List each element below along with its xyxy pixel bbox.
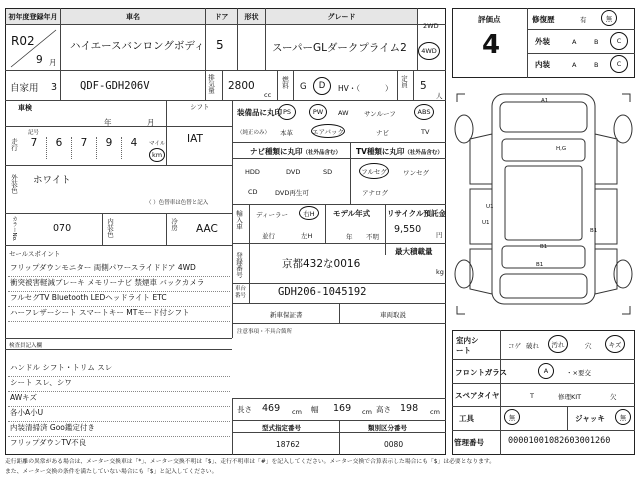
sales-point-line: フルセグTV Bluetooth LEDヘッドライト ETC	[10, 293, 167, 302]
footer-line-1: 走行距離の異常がある場合は、メーター交換車は「*」、メーター交換不明は「$」、走行不明車は「#」を記入してください。メーター交換で合算表示した場合にも「$」は必要となります。	[5, 459, 496, 465]
management-number: 00001001082603001260	[508, 436, 611, 446]
interior-color-label: 内装色	[106, 218, 114, 238]
navi-hdd: HDD	[245, 168, 260, 176]
tv-oneseg: ワンセグ	[403, 169, 429, 177]
capacity-label: 定員	[400, 75, 408, 88]
inspector-line: 各小A小U	[10, 408, 44, 417]
tv-sub: （社外品含む）	[404, 150, 443, 156]
mileage-digit: 7	[72, 137, 97, 159]
registration-label: 登録番号	[235, 252, 243, 278]
import-dealer: ディーラー	[256, 211, 288, 219]
plate-type: 3	[51, 82, 58, 93]
inspection-label: 車検	[18, 104, 32, 112]
interior-b: B	[594, 61, 599, 69]
equipment-sub: （純正のみ）	[237, 130, 271, 136]
fuel-g: G	[300, 82, 307, 92]
length: 469	[262, 403, 281, 414]
width-unit: cm	[362, 408, 372, 416]
drive-2wd: 2WD	[423, 22, 439, 30]
height-unit: cm	[430, 408, 440, 416]
import-left-hand: 左H	[301, 232, 313, 240]
color-note: （ ）色替車は色替と記入	[146, 200, 209, 206]
navi-sd: SD	[323, 168, 333, 176]
reg-year: R02	[11, 34, 35, 48]
sales-point-line: フリップダウンモニター 両側パワースライドドア 4WD	[10, 263, 196, 272]
width: 169	[333, 403, 352, 414]
model-year-label: モデル年式	[333, 209, 371, 218]
shift: IAT	[187, 133, 203, 145]
length-unit: cm	[292, 408, 302, 416]
damage-mark-b1-rear: B1	[536, 262, 544, 268]
front-glass-x: ・×要交	[566, 369, 591, 377]
registration-value: 京都432な0016	[282, 258, 361, 270]
car-damage-diagram-icon	[452, 84, 635, 316]
mile-unit: マイル	[149, 141, 166, 147]
navi-label-text: ナビ種類に丸印	[250, 147, 303, 156]
equipment-label: 装備品に丸印	[237, 108, 282, 117]
cc-unit: cc	[264, 91, 272, 99]
equip-pw: PW	[309, 104, 327, 120]
reg-year-label: 初年度登録年月	[6, 9, 60, 24]
height-label: 高さ	[376, 405, 391, 414]
score: 4	[482, 30, 501, 60]
damage-mark-b1-side: B1	[590, 228, 598, 234]
jack-label: ジャッキ	[575, 414, 605, 423]
navi-cd: CD	[248, 188, 258, 196]
month-unit: 月	[49, 58, 57, 67]
car-name: ハイエースバンロングボディ	[70, 40, 205, 52]
mileage-digit: 4	[130, 137, 138, 149]
damage-mark-u1-left-lower: U1	[482, 220, 490, 226]
score-label: 評価点	[478, 15, 501, 24]
sales-points-label: セールスポイント	[9, 250, 61, 258]
tv-fullseg: フルセグ	[359, 163, 389, 179]
warranty-manual: 車両取説	[380, 311, 406, 319]
equip-ps: PS	[278, 104, 296, 120]
interior-c: C	[610, 55, 628, 73]
max-load-unit: kg	[436, 268, 444, 276]
caution-label: 注意事項・不具合箇所	[237, 329, 293, 335]
drive-4wd: 4WD	[418, 42, 440, 60]
sales-point-line: ハーフレザーシート スマートキー MTモード付シフト	[10, 308, 190, 317]
recycle-yen: 円	[436, 231, 443, 239]
exterior-c: C	[610, 32, 628, 50]
class-label: 類別区分番号	[368, 424, 407, 432]
interior-a: A	[572, 61, 577, 69]
damage-mark-h: H	[556, 146, 561, 152]
navi-label	[250, 146, 341, 157]
exterior-b: B	[594, 38, 599, 46]
height: 198	[400, 403, 419, 414]
sheet-scratch: キズ	[605, 335, 625, 353]
damage-mark-a1: A1	[541, 98, 549, 104]
color-value: ホワイト	[33, 175, 71, 186]
length-label: 長さ	[237, 405, 252, 414]
door-label: ドア	[206, 9, 237, 24]
usage: 自家用	[10, 83, 39, 94]
capacity: 5	[420, 80, 427, 92]
model: QDF-GDH206V	[80, 80, 150, 92]
tv-label-text: TV種類に丸印	[356, 147, 405, 156]
mileage-digit: 9	[97, 137, 122, 159]
inspector-line: シート スレ、シワ	[10, 378, 72, 387]
tv-analog: アナログ	[362, 189, 388, 197]
navi-dvd: DVD	[286, 168, 301, 176]
footer-line-2: また、メーター交換の条件を満たしていない場合にも「$」と記入してください。	[5, 469, 218, 475]
fuel-d: D	[313, 77, 331, 95]
chassis-label-text: 車台番号	[235, 286, 247, 299]
import-parallel: 並行	[262, 232, 275, 240]
fuel-hv: HV・（	[338, 84, 361, 93]
exterior-label: 外装	[535, 37, 550, 46]
import-right-hand: 右H	[299, 206, 319, 220]
mileage-digits	[22, 137, 146, 159]
sheet-stain: 汚れ	[548, 335, 568, 353]
tv-label	[356, 146, 443, 157]
inspection-year: 年	[104, 118, 112, 127]
repair-label: 修復歴	[532, 15, 555, 24]
km-unit: km	[149, 148, 165, 162]
navi-sub: （社外品含む）	[302, 150, 342, 156]
recycle-value: 9,550	[394, 224, 422, 235]
memo-label: 記号	[28, 130, 40, 136]
warranty-new-car: 新車保証書	[270, 311, 303, 319]
inspector-line: フリップダウンTV不良	[10, 438, 87, 447]
model-year-unit: 年	[346, 233, 353, 241]
equip-tv: TV	[421, 128, 430, 136]
max-load-label: 最大積載量	[395, 247, 433, 256]
shape-label: 形状	[238, 9, 265, 24]
ac-label: 冷房	[170, 218, 178, 231]
spare-kit: 修理KIT	[558, 393, 582, 401]
mileage-label: 走行	[10, 138, 18, 151]
model-year-unknown: 不明	[366, 233, 379, 241]
front-glass-label: フロントガラス	[455, 368, 508, 377]
sheet-hole: 穴	[585, 342, 592, 350]
sales-points	[10, 262, 230, 322]
mileage-digit: 7	[22, 137, 47, 159]
equip-sunroof: サンルーフ	[364, 110, 396, 118]
damage-mark-b1-center: B1	[540, 244, 548, 250]
footer-notes	[5, 457, 635, 477]
inspector-line: ハンドル シフト・トリム スレ	[10, 363, 113, 372]
width-label: 幅	[311, 405, 319, 414]
interior-sheet-label: 室内シート	[456, 336, 479, 355]
recycle-label: リサイクル預託金	[387, 209, 446, 218]
reg-month: 9	[36, 54, 43, 66]
mileage-digit: 6	[47, 137, 72, 159]
jack-none: 無	[615, 409, 631, 425]
car-name-label: 車名	[61, 9, 205, 24]
equip-navi: ナビ	[376, 129, 389, 137]
fuel-close: ）	[385, 84, 393, 93]
damage-mark-g: G	[561, 146, 567, 152]
grade: スーパーGLダークプライム2	[272, 42, 407, 54]
damage-mark-hg: H,G	[556, 146, 567, 152]
sales-point-line: 衝突被害軽減ブレーキ メモリーナビ 禁煙車 バックカメラ	[10, 278, 205, 287]
sheet-burn: コゲ	[508, 342, 521, 350]
interior-label: 内装	[535, 60, 550, 69]
chassis: GDH206-1045192	[278, 286, 367, 298]
navi-dvd-play: DVD再生可	[275, 189, 309, 197]
equip-aw: AW	[338, 109, 349, 117]
color-no-label: カラーNo.	[11, 216, 17, 242]
inspector-label: 検査員記入欄	[9, 343, 43, 349]
color-no: 070	[53, 223, 72, 234]
repair-yes: 有	[580, 16, 587, 24]
inspection-month: 月	[147, 118, 155, 127]
color-label: 外装色	[10, 174, 18, 194]
chassis-label	[235, 286, 249, 300]
inspector-line: 内装清掃済 Goo鑑定付き	[10, 423, 95, 432]
spare-label: スペアタイヤ	[455, 391, 500, 400]
model-designation: 18762	[276, 440, 300, 449]
grade-label: グレード	[266, 9, 417, 24]
management-label: 管理番号	[454, 438, 484, 447]
front-glass-a: A	[538, 363, 554, 379]
equip-abs: ABS	[414, 104, 434, 120]
class-value: 0080	[384, 440, 404, 449]
exterior-a: A	[572, 38, 577, 46]
tools-label: 工具	[459, 414, 474, 423]
sheet-tear: 破れ	[526, 342, 539, 350]
equip-leather: 本革	[280, 129, 293, 137]
import-label: 輸入車	[235, 210, 243, 230]
shift-label: シフト	[190, 103, 210, 111]
doors: 5	[216, 38, 224, 52]
model-designation-label: 型式指定番号	[262, 424, 301, 432]
persons-unit: 人	[436, 92, 443, 100]
damage-mark-u1-left: U1	[486, 204, 494, 210]
fuel-label: 燃料	[281, 76, 289, 89]
spare-t: T	[530, 392, 534, 400]
spare-none: 欠	[610, 393, 617, 401]
repair-no: 無	[601, 10, 617, 26]
equip-airbag: エアバック	[311, 124, 345, 138]
ac-value: AAC	[196, 223, 218, 235]
tools-none: 無	[504, 409, 520, 425]
inspector-line: AWキズ	[10, 393, 37, 402]
displacement: 2800	[228, 80, 255, 92]
displacement-label: 排気量	[207, 74, 215, 94]
